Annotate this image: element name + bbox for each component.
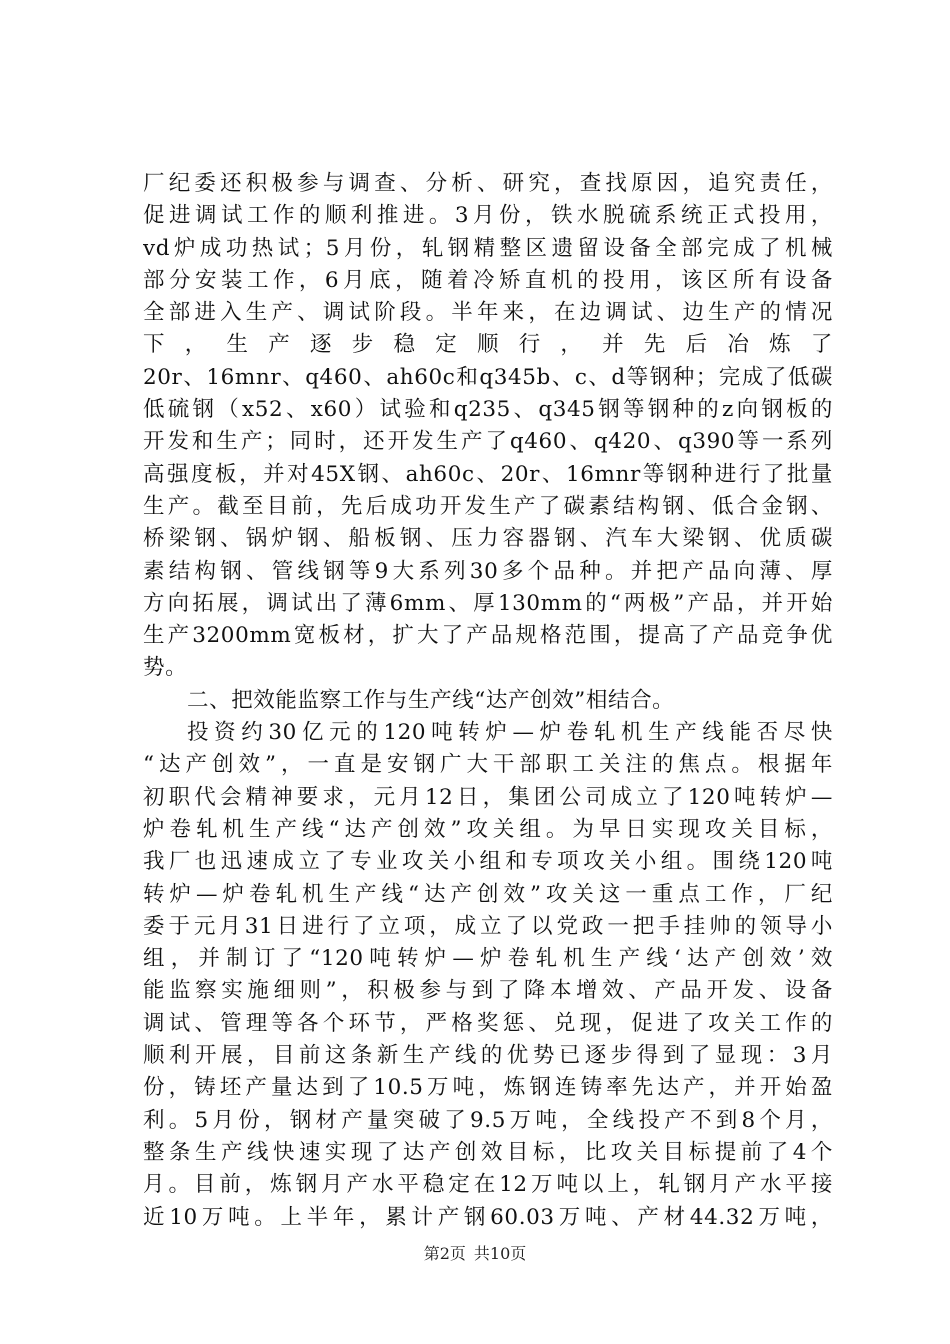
text-line: 我厂也迅速成立了专业攻关小组和专项攻关小组。围绕120吨: [143, 849, 833, 875]
text-line: 全部进入生产、调试阶段。半年来，在边调试、边生产的情况: [143, 300, 833, 326]
text-line: 顺利开展，目前这条新生产线的优势已逐步得到了显现：3月: [143, 1043, 833, 1069]
page-total: 共10页: [473, 1244, 527, 1263]
text-line: 下，生产逐步稳定顺行，并先后冶炼了: [143, 332, 833, 358]
body-text: [143, 168, 833, 1234]
text-line: 能监察实施细则”，积极参与到了降本增效、产品开发、设备: [143, 978, 833, 1004]
text-line: 利。5月份，钢材产量突破了9.5万吨，全线投产不到8个月，: [143, 1107, 833, 1133]
page-footer: [0, 1244, 950, 1264]
text-line: 素结构钢、管线钢等9大系列30多个品种。并把产品向薄、厚: [143, 558, 833, 584]
text-line: 厂纪委还积极参与调查、分析、研究，查找原因，追究责任，: [143, 171, 833, 196]
text-line: 高强度板，并对45X钢、ah60c、20r、16mnr等钢种进行了批量: [143, 461, 833, 487]
text-line: 转炉—炉卷轧机生产线“达产创效”攻关这一重点工作，厂纪: [143, 881, 833, 907]
text-line: 委于元月31日进行了立项，成立了以党政一把手挂帅的领导小: [143, 913, 833, 939]
text-line: 部分安装工作，6月底，随着冷矫直机的投用，该区所有设备: [143, 267, 833, 293]
text-line: 低硫钢（x52、x60）试验和q235、q345钢等钢种的z向钢板的: [143, 397, 833, 423]
text-line: 方向拓展，调试出了薄6mm、厚130mm的“两极”产品，并开始: [143, 590, 833, 616]
text-line: 桥梁钢、锅炉钢、船板钢、压力容器钢、汽车大梁钢、优质碳: [143, 526, 833, 552]
text-line: 初职代会精神要求，元月12日，集团公司成立了120吨转炉—: [143, 784, 833, 810]
text-line: 生产。截至目前，先后成功开发生产了碳素结构钢、低合金钢、: [143, 493, 833, 519]
text-line: 月。目前，炼钢月产水平稳定在12万吨以上，轧钢月产水平接: [143, 1172, 833, 1198]
text-line: 势。: [143, 655, 188, 681]
text-line: 20r、16mnr、q460、ah60c和q345b、c、d等钢种；完成了低碳: [143, 364, 833, 390]
text-line: 投资约30亿元的120吨转炉—炉卷轧机生产线能否尽快: [187, 720, 833, 746]
page-number: 第2页: [423, 1244, 466, 1263]
text-line: 生产3200mm宽板材，扩大了产品规格范围，提高了产品竞争优: [143, 623, 833, 649]
text-line: 组，并制订了“120吨转炉—炉卷轧机生产线‘达产创效’效: [143, 946, 833, 972]
text-line: 近10万吨。上半年，累计产钢60.03万吨、产材44.32万吨，: [143, 1204, 833, 1230]
text-line: 调试、管理等各个环节，严格奖惩、兑现，促进了攻关工作的: [143, 1010, 833, 1036]
text-line: 份，铸坯产量达到了10.5万吨，炼钢连铸率先达产，并开始盈: [143, 1075, 833, 1101]
text-line: “达产创效”，一直是安钢广大干部职工关注的焦点。根据年: [143, 752, 833, 778]
text-line: vd炉成功热试；5月份，轧钢精整区遗留设备全部完成了机械: [143, 235, 833, 261]
text-line: 炉卷轧机生产线“达产创效”攻关组。为早日实现攻关目标，: [143, 816, 833, 842]
section-heading: 二、把效能监察工作与生产线“达产创效”相结合。: [187, 687, 675, 713]
text-line: 促进调试工作的顺利推进。3月份，铁水脱硫系统正式投用，: [143, 203, 833, 229]
text-line: 开发和生产；同时，还开发生产了q460、q420、q390等一系列: [143, 429, 833, 455]
text-line: 整条生产线快速实现了达产创效目标，比攻关目标提前了4个: [143, 1139, 833, 1165]
